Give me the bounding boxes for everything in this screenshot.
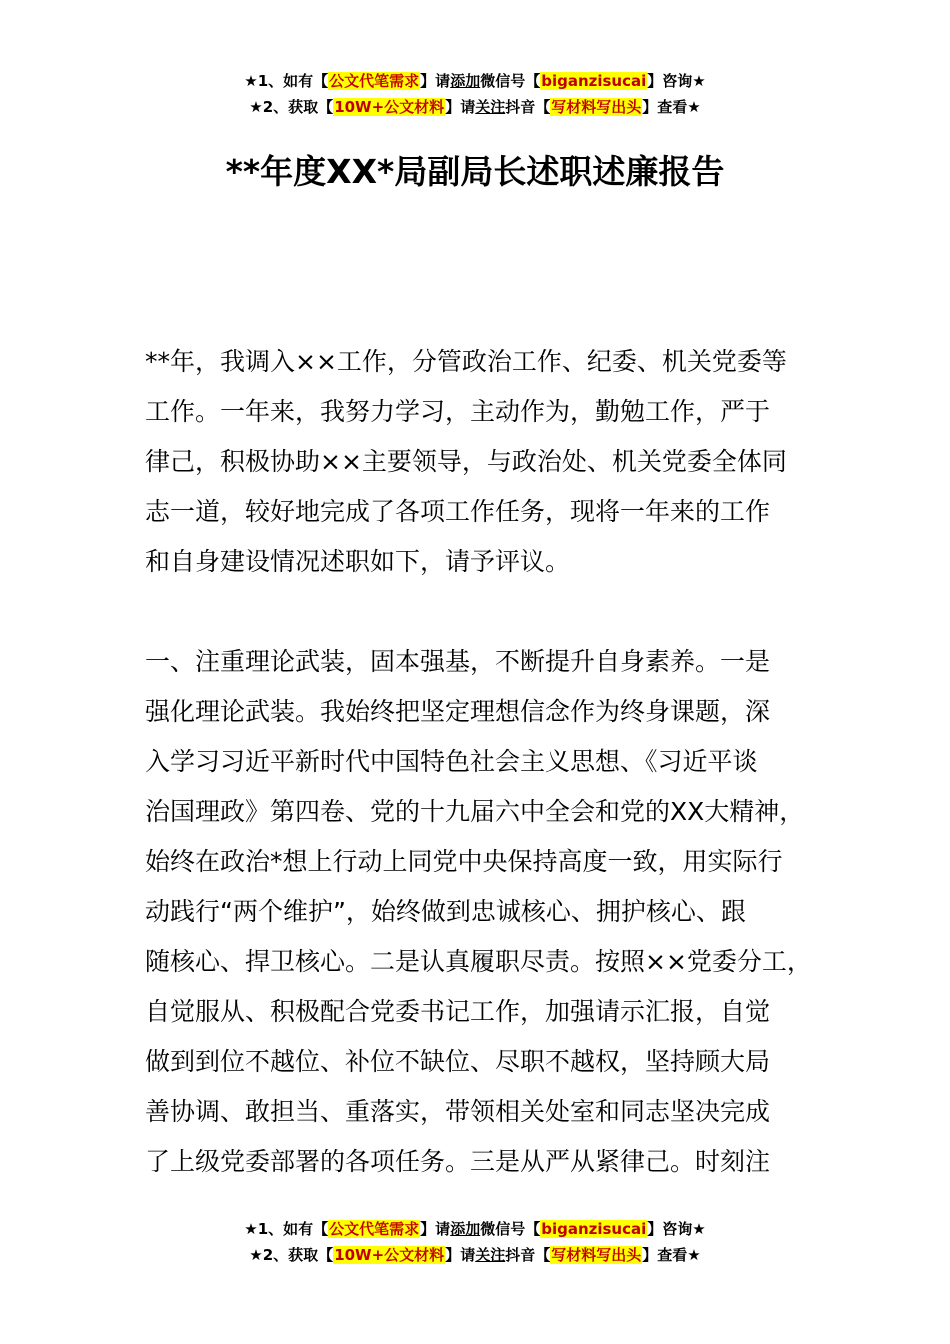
text-line: 强化理论武装。我始终把坚定理想信念作为终身课题，深	[145, 697, 771, 726]
highlight-materials: 10W+公文材料	[334, 1246, 445, 1264]
banner-line-1: ★1、如有【公文代笔需求】请添加微信号【biganzisucai】咨询★	[244, 72, 706, 90]
banner-line-1: ★1、如有【公文代笔需求】请添加微信号【biganzisucai】咨询★	[244, 1220, 706, 1238]
text-line: 律己，积极协助××主要领导，与政治处、机关党委全体同	[145, 447, 787, 476]
text-line: 做到到位不越位、补位不缺位、尽职不越权，坚持顾大局	[145, 1047, 771, 1076]
text-line: 了上级党委部署的各项任务。三是从严从紧律己。时刻注	[145, 1147, 771, 1176]
text-line: 志一道，较好地完成了各项工作任务，现将一年来的工作	[145, 497, 771, 526]
banner-line-2: ★2、获取【10W+公文材料】请关注抖音【写材料写出头】查看★	[249, 98, 701, 116]
paragraph-section-one	[145, 637, 835, 1187]
text-line: **年，我调入××工作，分管政治工作、纪委、机关党委等	[145, 347, 787, 376]
highlight-wechat-id: biganzisucai	[541, 1220, 647, 1238]
text-line: 随核心、捍卫核心。二是认真履职尽责。按照××党委分工，	[145, 947, 812, 976]
text-line: 治国理政》第四卷、党的十九届六中全会和党的XX大精神，	[145, 797, 805, 826]
highlight-wechat-id: biganzisucai	[541, 72, 647, 90]
highlight-service: 公文代笔需求	[329, 72, 420, 90]
header-banner	[0, 68, 950, 120]
text-line: 善协调、敢担当、重落实，带领相关处室和同志坚决完成	[145, 1097, 771, 1126]
highlight-douyin-account: 写材料写出头	[551, 98, 642, 116]
text-line: 动践行“两个维护”，始终做到忠诚核心、拥护核心、跟	[145, 897, 746, 926]
document-title: **年度XX*局副局长述职述廉报告	[225, 152, 725, 191]
paragraph-intro	[145, 337, 835, 587]
highlight-service: 公文代笔需求	[329, 1220, 420, 1238]
highlight-materials: 10W+公文材料	[334, 98, 445, 116]
text-line: 始终在政治*想上行动上同党中央保持高度一致，用实际行	[145, 847, 783, 876]
banner-line-2: ★2、获取【10W+公文材料】请关注抖音【写材料写出头】查看★	[249, 1246, 701, 1264]
text-line: 入学习习近平新时代中国特色社会主义思想、《习近平谈	[145, 747, 758, 776]
highlight-douyin-account: 写材料写出头	[551, 1246, 642, 1264]
footer-banner	[0, 1216, 950, 1268]
text-line: 工作。一年来，我努力学习，主动作为，勤勉工作，严于	[145, 397, 771, 426]
text-line: 和自身建设情况述职如下，请予评议。	[145, 547, 571, 576]
text-line: 一、注重理论武装，固本强基，不断提升自身素养。一是	[145, 647, 771, 676]
text-line: 自觉服从、积极配合党委书记工作，加强请示汇报，自觉	[145, 997, 771, 1026]
